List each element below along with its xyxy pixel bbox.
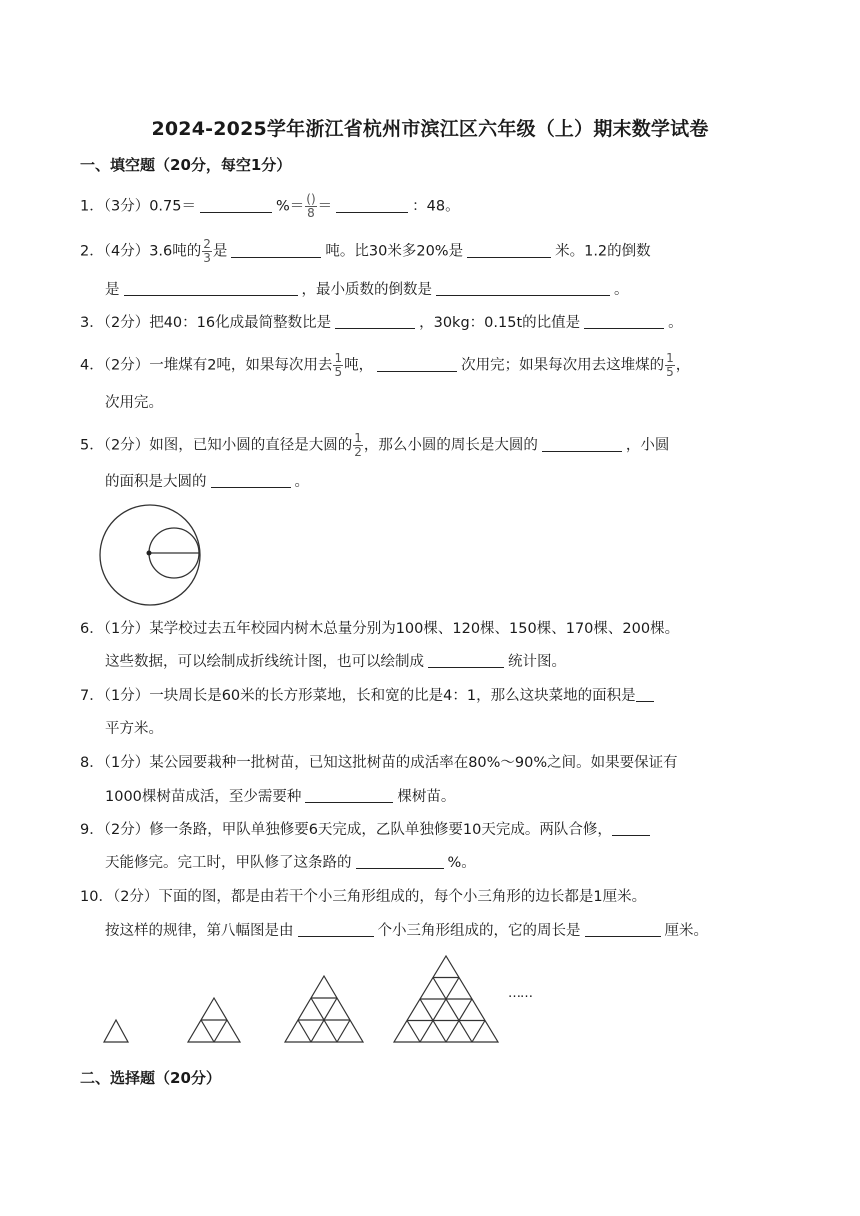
answer-blank[interactable] — [636, 687, 654, 702]
answer-blank[interactable] — [612, 821, 650, 836]
q9-text: %。 — [447, 855, 476, 871]
numerator: 1 — [334, 351, 343, 365]
q9-text: 天能修完。完工时，甲队修了这条路的 — [105, 855, 352, 871]
q1-text: %＝ — [276, 198, 305, 215]
question-2-cont — [105, 279, 629, 301]
q2-text: 是 — [212, 243, 228, 260]
question-7-cont — [105, 718, 163, 740]
center-point — [147, 551, 152, 556]
q10-text: 10．（2分）下面的图，都是由若干个小三角形组成的，每个小三角形的边长都是1厘米。 — [80, 889, 647, 905]
q3-text: ，30kg：0.15t的比值是 — [419, 315, 581, 331]
q1-text: 1．（3分）0.75＝ — [80, 198, 196, 215]
section-choice: 二、选择题（20分） — [80, 1069, 221, 1087]
question-4-cont — [105, 392, 163, 414]
q6-text: 这些数据，可以绘制成折线统计图，也可以绘制成 — [105, 654, 424, 670]
question-8 — [80, 752, 678, 774]
answer-blank[interactable] — [231, 243, 321, 258]
q9-text: 9．（2分）修一条路，甲队单独修要6天完成，乙队单独修要10天完成。两队合修， — [80, 822, 612, 838]
q8-text: 1000棵树苗成活，至少需要种 — [105, 789, 302, 805]
answer-blank[interactable] — [305, 788, 393, 803]
q1-text: ＝ — [317, 198, 333, 215]
triangle-figure-4 — [394, 956, 498, 1042]
q3-text: 。 — [668, 315, 683, 331]
q10-text: 厘米。 — [664, 923, 708, 939]
answer-blank[interactable] — [211, 473, 291, 488]
answer-blank[interactable] — [336, 198, 408, 213]
question-10-cont — [105, 920, 708, 942]
fraction — [333, 352, 343, 379]
q4-text: 吨， — [344, 357, 374, 374]
answer-blank[interactable] — [298, 922, 374, 937]
q6-text: 6．（1分）某学校过去五年校园内树木总量分别为100棵、120棵、150棵、170棵、200棵。 — [80, 621, 680, 637]
fraction — [665, 352, 675, 379]
triangle-figure-3 — [285, 976, 363, 1042]
question-6 — [80, 618, 679, 640]
fraction — [353, 432, 363, 459]
question-5 — [80, 432, 669, 459]
answer-blank[interactable] — [356, 854, 444, 869]
denominator: 2 — [354, 445, 362, 459]
q5-text: 的面积是大圆的 — [105, 474, 207, 490]
answer-blank[interactable] — [335, 314, 415, 329]
q5-text: ，那么小圆的周长是大圆的 — [363, 437, 538, 454]
question-7 — [80, 685, 654, 707]
numerator: 2 — [203, 237, 211, 251]
answer-blank[interactable] — [467, 243, 551, 258]
numerator: () — [306, 192, 316, 206]
q2-text: 吨。比30米多20%是 — [325, 243, 464, 260]
answer-blank[interactable] — [377, 357, 457, 372]
q4-text: 4．（2分）一堆煤有2吨，如果每次用去 — [80, 357, 333, 374]
answer-blank[interactable] — [124, 281, 298, 296]
q2-text: 米。1.2的倒数 — [555, 243, 651, 260]
fraction — [202, 238, 212, 265]
question-1 — [80, 193, 460, 220]
triangle-figure-1 — [104, 1020, 128, 1042]
q7-text: 平方米。 — [105, 721, 163, 737]
answer-blank[interactable] — [436, 281, 610, 296]
denominator: 8 — [307, 206, 315, 220]
fraction — [305, 193, 316, 220]
answer-blank[interactable] — [200, 198, 272, 213]
question-9 — [80, 819, 650, 841]
question-6-cont — [105, 651, 566, 673]
question-4 — [80, 352, 690, 379]
q3-text: 3．（2分）把40：16化成最简整数比是 — [80, 315, 332, 331]
q2-text: 是 — [105, 282, 120, 298]
page-title: 2024-2025学年浙江省杭州市滨江区六年级（上）期末数学试卷 — [151, 118, 709, 140]
q8-text: 8．（1分）某公园要栽种一批树苗，已知这批树苗的成活率在80%～90%之间。如果要保证有 — [80, 755, 678, 771]
q1-text: ：48。 — [412, 198, 460, 215]
answer-blank[interactable] — [585, 922, 661, 937]
q4-text: ， — [675, 357, 691, 374]
q5-text: 。 — [294, 474, 309, 490]
denominator: 5 — [666, 365, 674, 379]
numerator: 1 — [354, 431, 362, 445]
answer-blank[interactable] — [584, 314, 664, 329]
question-10 — [80, 886, 646, 908]
question-5-cont — [105, 471, 309, 493]
answer-blank[interactable] — [542, 437, 622, 452]
q4-text: 次用完；如果每次用去这堆煤的 — [461, 357, 665, 374]
circles-figure — [98, 503, 202, 607]
q8-text: 棵树苗。 — [397, 789, 456, 805]
q5-text: ，小圆 — [625, 437, 670, 454]
question-3 — [80, 312, 683, 334]
question-8-cont — [105, 786, 455, 808]
denominator: 5 — [334, 365, 343, 379]
question-9-cont — [105, 852, 476, 874]
ellipsis: …… — [508, 986, 532, 1001]
q10-text: 按这样的规律，第八幅图是由 — [105, 923, 294, 939]
triangles-figure — [100, 955, 540, 1051]
question-2 — [80, 238, 651, 265]
denominator: 3 — [203, 251, 211, 265]
q2-text: 。 — [614, 282, 629, 298]
answer-blank[interactable] — [428, 653, 504, 668]
q2-text: 2．（4分）3.6吨的 — [80, 243, 202, 260]
q5-text: 5．（2分）如图，已知小圆的直径是大圆的 — [80, 437, 353, 454]
q7-text: 7．（1分）一块周长是60米的长方形菜地，长和宽的比是4：1，那么这块菜地的面积是 — [80, 688, 636, 704]
section-fill-in: 一、填空题（20分，每空1分） — [80, 156, 292, 174]
q4-text: 次用完。 — [105, 395, 163, 411]
triangle-figure-2 — [188, 998, 240, 1042]
q6-text: 统计图。 — [508, 654, 566, 670]
q2-text: ，最小质数的倒数是 — [301, 282, 432, 298]
q10-text: 个小三角形组成的，它的周长是 — [377, 923, 581, 939]
numerator: 1 — [666, 351, 674, 365]
